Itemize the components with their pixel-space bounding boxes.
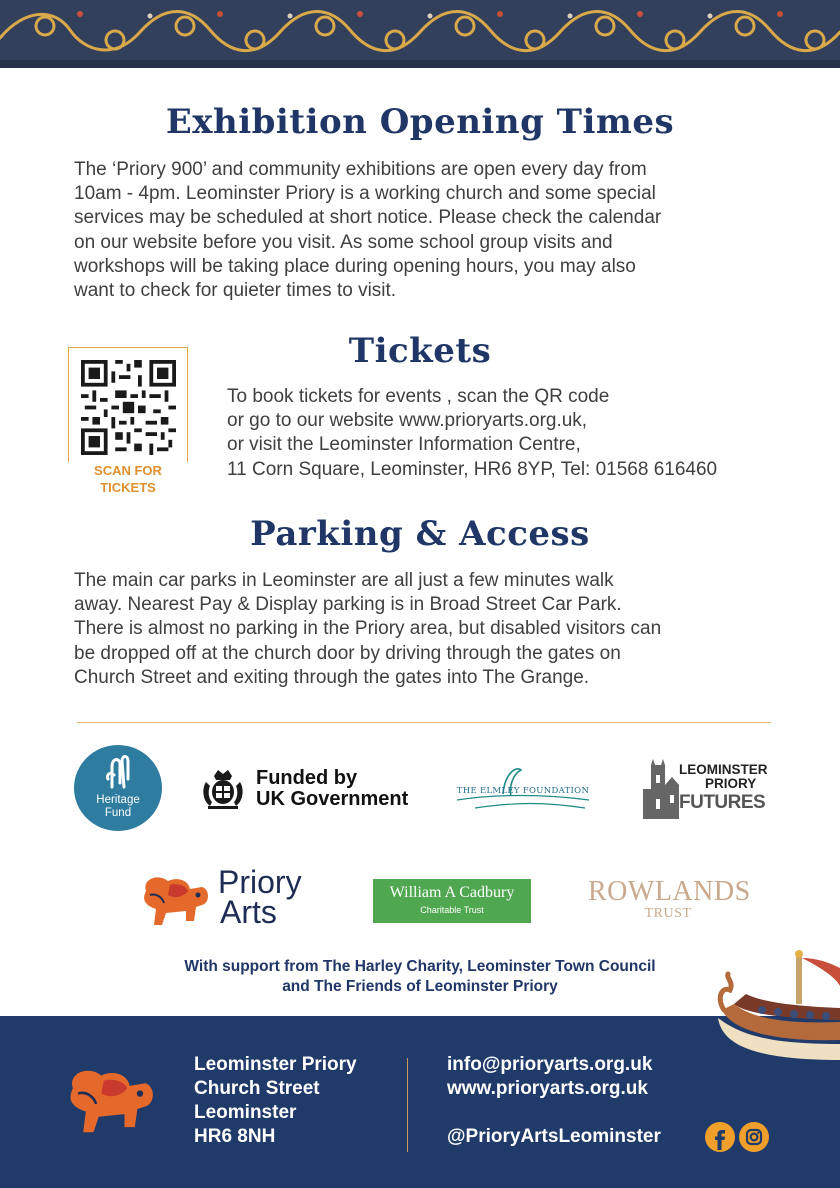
cadbury-line1: William A Cadbury [389, 884, 515, 901]
elmley-foundation-text: THE ELMLEY FOUNDATION [456, 786, 590, 796]
priory-arts-line1: Priory [218, 864, 302, 900]
instagram-icon[interactable] [739, 1122, 769, 1152]
priory-arts-line2: Arts [220, 894, 277, 930]
facebook-icon[interactable] [705, 1122, 735, 1152]
uk-government-logo [200, 766, 420, 814]
embroidery-banner [0, 0, 840, 68]
footer-address: Leominster Priory Church Street Leominster HR6 8NH [194, 1054, 357, 1147]
elmley-foundation-logo [455, 764, 591, 816]
support-text: With support from The Harley Charity, Leominster Town Council and The Friends of Leominster Priory [184, 958, 656, 995]
rowlands-line1: ROWLANDS [588, 876, 751, 907]
parking-heading: Parking & Access [250, 514, 590, 554]
crossed-fingers-icon [98, 753, 138, 789]
footer-website-link[interactable]: www.prioryarts.org.uk [447, 1078, 648, 1099]
opening-times-heading: Exhibition Opening Times [165, 102, 675, 142]
ukgov-line2: UK Government [256, 788, 409, 810]
rowlands-trust-logo [588, 876, 751, 922]
facebook-glyph [705, 1122, 735, 1152]
footer-social-handle[interactable]: @PrioryArtsLeominster [447, 1126, 661, 1147]
rowlands-line2: TRUST [644, 906, 692, 921]
ukgov-line1: Funded by [256, 767, 358, 789]
scroll-pattern-icon [0, 0, 840, 68]
qr-code-icon[interactable] [81, 360, 176, 455]
cadbury-line2: Charitable Trust [420, 905, 484, 915]
footer-divider [407, 1058, 408, 1152]
crown-crest-icon [200, 768, 246, 810]
heritage-fund-logo [74, 745, 162, 831]
viking-ship-icon [712, 948, 840, 1070]
cadbury-trust-logo [373, 879, 531, 923]
lion-logo-icon [136, 871, 212, 929]
futures-line1: LEOMINSTER [679, 762, 768, 777]
futures-line2: PRIORY [705, 776, 757, 791]
instagram-glyph [739, 1122, 769, 1152]
footer-lion-logo-icon [60, 1062, 158, 1138]
heritage-fund-line2: Fund [104, 807, 132, 819]
tickets-heading: Tickets [348, 331, 492, 371]
priory-arts-logo [136, 864, 326, 933]
leominster-priory-futures-logo [643, 759, 783, 821]
futures-line3: FUTURES [679, 792, 766, 813]
heritage-fund-line1: Heritage [96, 794, 140, 806]
scan-for-tickets-label: SCAN FOR TICKETS [68, 462, 188, 496]
section-divider [77, 722, 771, 723]
opening-times-text: The ‘Priory 900’ and community exhibitions are open every day from 10am - 4pm. Leominster Priory is a working church and some special services may be scheduled at short notice. Please check the calendar on our website before you visit. As some school group visits and workshops will be taking place during opening hours, you may also want to check for quieter times to visit. [74, 159, 662, 302]
parking-text: The main car parks in Leominster are all just a few minutes walk away. Nearest Pay & Display parking is in Broad Street Car Park. There is almost no parking in the Priory area, but disabled visitors can be dropped off at the church door by driving through the gates on Church Street and exiting through the gates into The Grange. [74, 570, 662, 688]
tickets-text: To book tickets for events , scan the QR code or go to our website www.prioryarts.org.uk, or visit the Leominster Information Centre, 11 Corn Square, Leominster, HR6 8YP, Tel: 01568 616460 [227, 386, 718, 480]
church-icon [643, 759, 679, 819]
footer-email-link[interactable]: info@prioryarts.org.uk [447, 1054, 653, 1075]
